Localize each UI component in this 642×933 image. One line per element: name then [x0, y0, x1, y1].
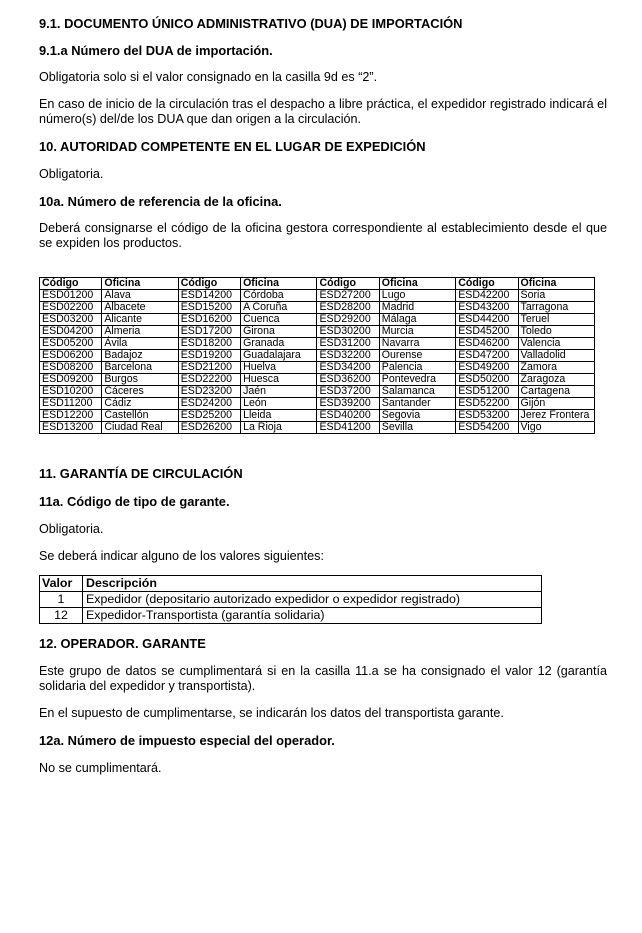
table-cell-codigo: ESD52200	[456, 398, 518, 410]
table-cell-oficina: Valencia	[518, 338, 594, 350]
table-cell-oficina: Cádiz	[102, 398, 178, 410]
table-cell-codigo: ESD28200	[317, 302, 379, 314]
table-cell-oficina: Segovia	[379, 410, 455, 422]
table-cell-oficina: Ciudad Real	[102, 422, 178, 434]
column-header-codigo: Código	[317, 278, 379, 290]
table-cell-codigo: ESD31200	[317, 338, 379, 350]
table-cell-codigo: ESD18200	[178, 338, 240, 350]
table-cell-codigo: ESD13200	[40, 422, 102, 434]
table-cell-oficina: Huesca	[241, 374, 317, 386]
table-cell-codigo: ESD44200	[456, 314, 518, 326]
table-cell-codigo: ESD49200	[456, 362, 518, 374]
table-cell-oficina: Salamanca	[379, 386, 455, 398]
paragraph-10-a-detail: Deberá consignarse el código de la oficina gestora correspondiente al establecimiento desde el que se expiden los productos.	[39, 221, 607, 250]
table-cell-oficina: Navarra	[379, 338, 455, 350]
table-cell-oficina: Ávila	[102, 338, 178, 350]
table-cell-oficina: Málaga	[379, 314, 455, 326]
document-page	[39, 16, 607, 776]
table-cell-codigo: ESD42200	[456, 290, 518, 302]
table-cell-oficina: Valladolid	[518, 350, 594, 362]
table-cell-codigo: ESD41200	[317, 422, 379, 434]
table-cell-codigo: ESD06200	[40, 350, 102, 362]
section-heading-9-1: 9.1. DOCUMENTO ÚNICO ADMINISTRATIVO (DUA) DE IMPORTACIÓN	[39, 16, 463, 31]
table-cell-codigo: ESD03200	[40, 314, 102, 326]
column-header-codigo: Código	[40, 278, 102, 290]
table-cell-codigo: ESD04200	[40, 326, 102, 338]
table-cell-codigo: ESD16200	[178, 314, 240, 326]
table-cell-codigo: ESD43200	[456, 302, 518, 314]
table-cell-codigo: ESD40200	[317, 410, 379, 422]
table-cell-codigo: ESD08200	[40, 362, 102, 374]
table-cell-codigo: ESD15200	[178, 302, 240, 314]
column-header-descripcion: Descripción	[83, 576, 542, 592]
table-cell-oficina: Huelva	[241, 362, 317, 374]
table-cell-oficina: Córdoba	[241, 290, 317, 302]
table-cell-oficina: Gijón	[518, 398, 594, 410]
paragraph-11-a-instruction: Se deberá indicar alguno de los valores siguientes:	[39, 549, 324, 563]
table-cell-oficina: Murcia	[379, 326, 455, 338]
section-heading-11: 11. GARANTÍA DE CIRCULACIÓN	[39, 466, 243, 481]
table-cell-oficina: Burgos	[102, 374, 178, 386]
table-cell-oficina: Granada	[241, 338, 317, 350]
table-cell-codigo: ESD19200	[178, 350, 240, 362]
table-cell-oficina: Tarragona	[518, 302, 594, 314]
table-cell-oficina: Madrid	[379, 302, 455, 314]
office-code-table	[39, 277, 595, 434]
table-cell-oficina: Ourense	[379, 350, 455, 362]
table-cell-codigo: ESD25200	[178, 410, 240, 422]
table-cell-oficina: Zamora	[518, 362, 594, 374]
table-row	[40, 290, 595, 302]
table-cell-codigo: ESD27200	[317, 290, 379, 302]
table-cell-oficina: Soria	[518, 290, 594, 302]
office-table-header-row	[40, 278, 595, 290]
table-row	[40, 422, 595, 434]
table-cell-oficina: Lleida	[241, 410, 317, 422]
table-cell-descripcion: Expedidor-Transportista (garantía solidaria)	[83, 608, 542, 624]
table-row	[40, 374, 595, 386]
table-cell-codigo: ESD39200	[317, 398, 379, 410]
table-cell-oficina: Sevilla	[379, 422, 455, 434]
table-cell-codigo: ESD32200	[317, 350, 379, 362]
column-header-valor: Valor	[40, 576, 83, 592]
table-row	[40, 314, 595, 326]
table-cell-codigo: ESD46200	[456, 338, 518, 350]
table-cell-codigo: ESD37200	[317, 386, 379, 398]
table-cell-codigo: ESD26200	[178, 422, 240, 434]
table-cell-codigo: ESD45200	[456, 326, 518, 338]
column-header-codigo: Código	[178, 278, 240, 290]
table-row	[40, 398, 595, 410]
table-cell-codigo: ESD02200	[40, 302, 102, 314]
table-cell-oficina: Zaragoza	[518, 374, 594, 386]
table-cell-codigo: ESD50200	[456, 374, 518, 386]
table-cell-codigo: ESD01200	[40, 290, 102, 302]
table-row	[40, 386, 595, 398]
guarantor-type-table	[39, 575, 542, 624]
paragraph-12-a-note: No se cumplimentará.	[39, 761, 162, 775]
table-cell-oficina: Alicante	[102, 314, 178, 326]
table-cell-oficina: Jerez Frontera	[518, 410, 594, 422]
table-cell-codigo: ESD14200	[178, 290, 240, 302]
table-cell-codigo: ESD05200	[40, 338, 102, 350]
column-header-codigo: Código	[456, 278, 518, 290]
table-cell-oficina: Jaén	[241, 386, 317, 398]
table-cell-oficina: A Coruña	[241, 302, 317, 314]
table-cell-descripcion: Expedidor (depositario autorizado expedidor o expedidor registrado)	[83, 592, 542, 608]
table-row	[40, 302, 595, 314]
table-cell-valor: 12	[40, 608, 83, 624]
table-cell-codigo: ESD22200	[178, 374, 240, 386]
table-cell-oficina: Badajoz	[102, 350, 178, 362]
table-cell-oficina: Santander	[379, 398, 455, 410]
table-cell-oficina: Albacete	[102, 302, 178, 314]
table-cell-oficina: Toledo	[518, 326, 594, 338]
table-cell-codigo: ESD36200	[317, 374, 379, 386]
table-cell-codigo: ESD10200	[40, 386, 102, 398]
paragraph-12-detail: En el supuesto de cumplimentarse, se indicarán los datos del transportista garante.	[39, 706, 504, 720]
table-cell-codigo: ESD12200	[40, 410, 102, 422]
table-cell-codigo: ESD24200	[178, 398, 240, 410]
table-cell-codigo: ESD54200	[456, 422, 518, 434]
table-cell-codigo: ESD29200	[317, 314, 379, 326]
table-row	[40, 326, 595, 338]
table-row	[40, 362, 595, 374]
table-cell-oficina: Vigo	[518, 422, 594, 434]
table-cell-codigo: ESD47200	[456, 350, 518, 362]
table-cell-codigo: ESD17200	[178, 326, 240, 338]
table-cell-valor: 1	[40, 592, 83, 608]
table-cell-oficina: Pontevedra	[379, 374, 455, 386]
subsection-heading-10-a: 10a. Número de referencia de la oficina.	[39, 194, 282, 209]
table-cell-oficina: Girona	[241, 326, 317, 338]
paragraph-9-1-a-detail: En caso de inicio de la circulación tras el despacho a libre práctica, el expedidor registrado indicará el número(s) del/de los DUA que dan origen a la circulación.	[39, 97, 607, 126]
subsection-heading-11-a: 11a. Código de tipo de garante.	[39, 494, 230, 509]
table-cell-codigo: ESD34200	[317, 362, 379, 374]
table-row	[40, 592, 542, 608]
paragraph-9-1-a-requirement: Obligatoria solo si el valor consignado en la casilla 9d es “2”.	[39, 70, 378, 84]
paragraph-12-condition: Este grupo de datos se cumplimentará si en la casilla 11.a se ha consignado el valor 12 (garantía solidaria del expedidor y transportista).	[39, 664, 607, 693]
table-cell-oficina: Palencia	[379, 362, 455, 374]
subsection-heading-12-a: 12a. Número de impuesto especial del operador.	[39, 733, 335, 748]
table-cell-oficina: Cáceres	[102, 386, 178, 398]
office-table-body	[40, 290, 595, 434]
column-header-oficina: Oficina	[379, 278, 455, 290]
table-cell-oficina: Almeria	[102, 326, 178, 338]
table-cell-oficina: Guadalajara	[241, 350, 317, 362]
table-cell-codigo: ESD51200	[456, 386, 518, 398]
table-cell-codigo: ESD23200	[178, 386, 240, 398]
section-heading-10: 10. AUTORIDAD COMPETENTE EN EL LUGAR DE EXPEDICIÓN	[39, 139, 426, 154]
subsection-heading-9-1-a: 9.1.a Número del DUA de importación.	[39, 43, 273, 58]
table-cell-oficina: León	[241, 398, 317, 410]
values-table-header-row	[40, 576, 542, 592]
table-row	[40, 410, 595, 422]
column-header-oficina: Oficina	[102, 278, 178, 290]
table-cell-codigo: ESD30200	[317, 326, 379, 338]
table-cell-oficina: Alava	[102, 290, 178, 302]
column-header-oficina: Oficina	[241, 278, 317, 290]
table-row	[40, 350, 595, 362]
paragraph-11-a-requirement: Obligatoria.	[39, 522, 104, 536]
table-cell-codigo: ESD21200	[178, 362, 240, 374]
table-cell-oficina: Teruel	[518, 314, 594, 326]
table-row	[40, 338, 595, 350]
section-heading-12: 12. OPERADOR. GARANTE	[39, 636, 206, 651]
table-cell-oficina: Castellón	[102, 410, 178, 422]
table-cell-oficina: Barcelona	[102, 362, 178, 374]
table-cell-oficina: La Rioja	[241, 422, 317, 434]
table-row	[40, 608, 542, 624]
table-cell-codigo: ESD11200	[40, 398, 102, 410]
column-header-oficina: Oficina	[518, 278, 594, 290]
paragraph-10-requirement: Obligatoria.	[39, 167, 104, 181]
table-cell-codigo: ESD09200	[40, 374, 102, 386]
table-cell-oficina: Cartagena	[518, 386, 594, 398]
table-cell-oficina: Cuenca	[241, 314, 317, 326]
table-cell-oficina: Lugo	[379, 290, 455, 302]
table-cell-codigo: ESD53200	[456, 410, 518, 422]
